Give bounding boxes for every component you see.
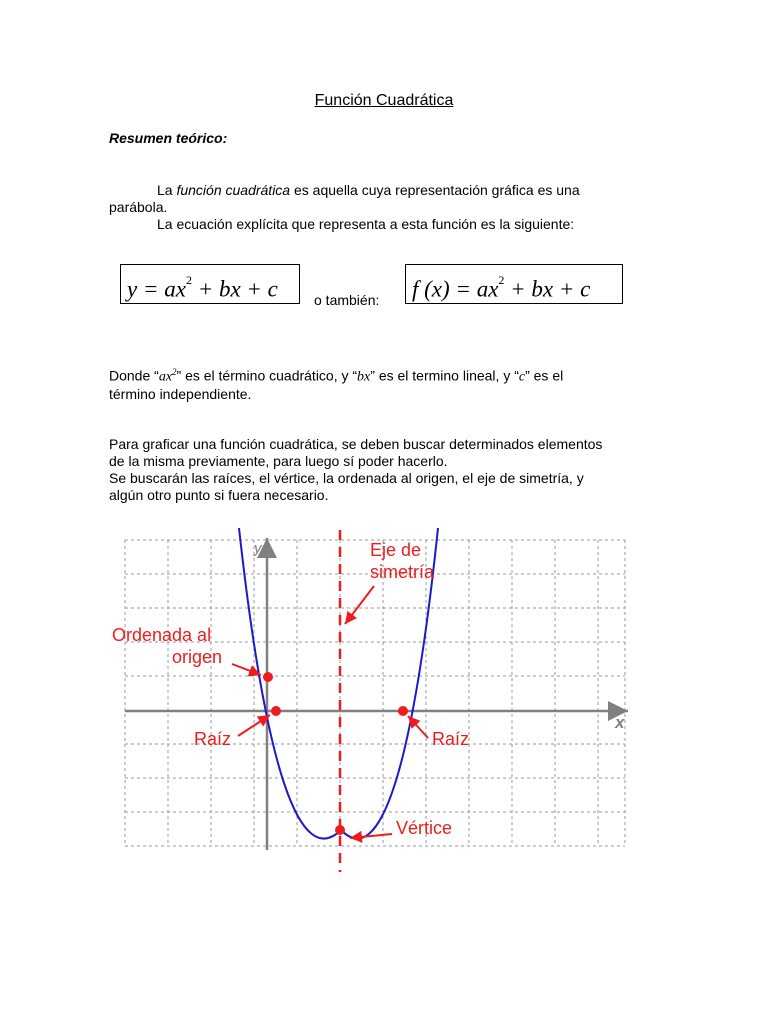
x-axis-label: x (615, 713, 625, 732)
root-arrow-right (408, 716, 428, 738)
vertex-point (335, 825, 345, 835)
terms-line-1: Donde “$ax^2$” es el término cuadrático, y “bx” es el termino lineal, y “c” es el (109, 367, 564, 385)
terms-line-2: término independiente. (109, 385, 252, 402)
intro-line-2: parábola. (109, 199, 168, 215)
graph-intro-line-4: algún otro punto si fuera necesario. (109, 487, 329, 503)
formula-separator: o también: (314, 292, 380, 308)
intro-line-1: La función cuadrática es aquella cuya representación gráfica es una (157, 182, 580, 198)
graph-intro-line-1: Para graficar una función cuadrática, se deben buscar determinados elementos (109, 436, 603, 452)
vertex-arrow (350, 834, 392, 838)
graph-intro-line-2: de la misma previamente, para luego sí poder hacerlo. (109, 453, 448, 469)
vertex-label: Vértice (396, 818, 453, 838)
root-label-left: Raíz (194, 729, 232, 749)
symmetry-label-line-1: Eje de (370, 540, 422, 560)
section-subtitle: Resumen teórico: (109, 130, 228, 146)
grid (125, 540, 625, 846)
root-point-left (271, 706, 281, 716)
intro-line-3: La ecuación explícita que representa a esta función es la siguiente: (157, 216, 575, 232)
ordinate-label-line-2: origen (172, 647, 223, 667)
formula-explicit: $y = ax^2$ + bx + c (120, 264, 300, 304)
ordinate-point (263, 672, 273, 682)
formula-function: f $(x) = ax^2$ + bx + c (405, 264, 623, 304)
symmetry-label-line-2: simetría (370, 562, 435, 582)
ordinate-label-line-1: Ordenada al (112, 625, 212, 645)
root-point-right (398, 706, 408, 716)
page-title: Función Cuadrática (314, 92, 454, 109)
graph-intro-line-3: Se buscarán las raíces, el vértice, la ordenada al origen, el eje de simetría, y (109, 470, 584, 486)
symmetry-arrow (345, 586, 374, 624)
root-label-right: Raíz (432, 729, 470, 749)
y-axis-label: y (254, 540, 262, 557)
